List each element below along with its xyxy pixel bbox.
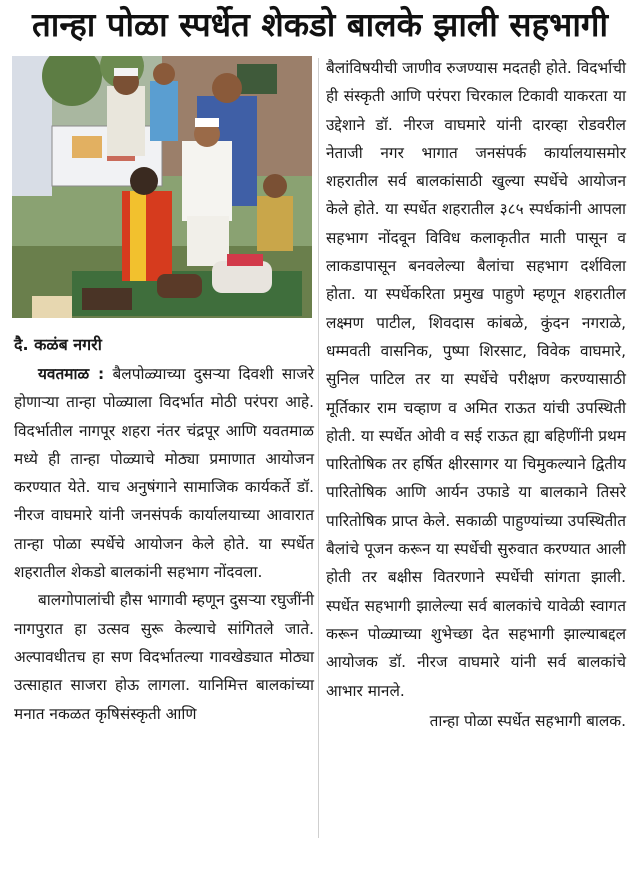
column-divider: [318, 58, 319, 838]
paragraph-2: [14, 586, 314, 727]
paragraph-1-text: बैलपोळ्याच्या दुसऱ्या दिवशी साजरे होणाऱ्या तान्हा पोळ्याला विदर्भात मोठी परंपरा आहे. विदर्भातील नागपूर शहरा नंतर चंद्रपूर आणि यवतमाळ मध्ये ही तान्हा पोळ्याचे मोठ्या प्रमाणात आयोजन करण्यात येते. याच अनुषंगाने सामाजिक कार्यकर्ते डॉ. नीरज वाघमारे यांनी जनसंपर्क कार्यालयाच्या आवारात तान्हा पोळा स्पर्धेचे आयोजन केले होते. या स्पर्धेत शहरातील शेकडो बालकांनी सहभाग नोंदवला.: [14, 365, 314, 582]
headline: तान्हा पोळा स्पर्धेत शेकडो बालके झाली सहभागी: [31, 5, 609, 44]
paragraph-2-text: बालगोपालांची हौस भागावी म्हणून दुसऱ्या रघुजींनी नागपुरात हा उत्सव सुरू केल्याचे सांगितले जाते. अल्पावधीतच हा सण विदर्भातल्या गावखेड्यात मोठ्या उत्साहात साजरा होऊ लागला. यानिमित्त बालकांच्या मनात नकळत कृषिसंस्कृती आणि: [14, 591, 314, 723]
paragraph-1: [14, 360, 314, 586]
left-column: [14, 330, 314, 728]
dateline: यवतमाळ :: [38, 365, 105, 383]
paragraph-3: बैलांविषयीची जाणीव रुजण्यास मदतही होते. विदर्भाची ही संस्कृती आणि परंपरा चिरकाल टिकावी याकरता या उद्देशाने डॉ. नीरज वाघमारे यांनी दारव्हा रोडवरील नेताजी नगर भागात जनसंपर्क कार्यालयासमोर शहरातील सर्व बालकांसाठी खुल्या स्पर्धेचे आयोजन केले होते. या स्पर्धेत शहरातील ३८५ स्पर्धकांनी आपला सहभाग नोंदवून विविध कलाकृतीत माती पासून व लाकडापासून बनवलेल्या बैलांचा सहभाग दर्शविला होता. या स्पर्धेकरिता प्रमुख पाहुणे म्हणून शहरातील लक्ष्मण पाटील, शिवदास कांबळे, कुंदन नगराळे, धम्मवती वासनिक, पुष्पा शिरसाट, विवेक वाघमारे, सुनिल पाटिल तर या स्पर्धेचे परीक्षण करण्यासाठी मूर्तिकार राम चव्हाण व अमित राऊत यांची उपस्थिती होती. या स्पर्धेत ओवी व सई राऊत ह्या बहिणींनी प्रथम पारितोषिक तर हर्षित क्षीरसागर या चिमुकल्याने द्वितीय पारितोषिक आणि आर्यन उफाडे या बालकाने तिसरे पारितोषिक प्राप्त केले. सकाळी पाहुण्यांच्या उपस्थितीत बैलांचे पूजन करून या स्पर्धेची सुरुवात करण्यात आली होती तर बक्षीस वितरणाने स्पर्धेची सांगता झाली. स्पर्धेत सहभागी झालेल्या सर्व बालकांचे यावेळी स्वागत करून पोळ्याच्या शुभेच्छा देत सहभागी झाल्याबद्दल आयोजक डॉ. नीरज वाघमारे यांनी सर्व बालकांचे आभार मानले.: [326, 59, 626, 700]
photo-caption: तान्हा पोळा स्पर्धेत सहभागी बालक.: [429, 711, 626, 730]
byline: दै. कळंब नगरी: [14, 335, 102, 354]
news-photo: [12, 56, 312, 318]
right-column: [326, 54, 626, 735]
